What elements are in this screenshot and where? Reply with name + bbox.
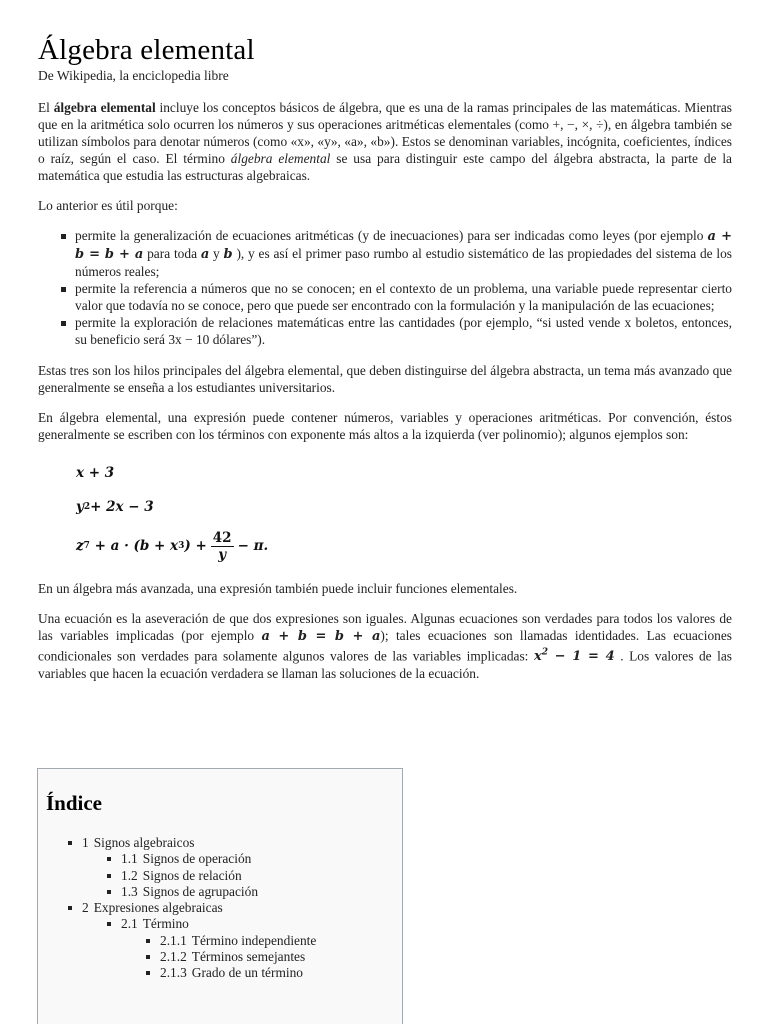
toc-item[interactable] bbox=[38, 884, 316, 900]
math-formula bbox=[534, 649, 615, 664]
paragraph-advanced: En un álgebra más avanzada, una expresión también puede incluir funciones elementales. bbox=[38, 581, 518, 596]
list-item bbox=[75, 227, 732, 280]
toc-item[interactable] bbox=[38, 868, 316, 884]
formula-text: − π. bbox=[237, 537, 269, 554]
toc-link[interactable]: Grado de un término bbox=[191, 965, 303, 981]
paragraph-equation bbox=[38, 610, 732, 682]
formula-exponent: 7 bbox=[83, 540, 90, 551]
article-content bbox=[38, 99, 732, 695]
list-item-text: y bbox=[209, 246, 224, 261]
toc-item[interactable] bbox=[38, 835, 316, 851]
formula-exponent: 2 bbox=[83, 501, 91, 512]
toc-link[interactable]: Término independiente bbox=[191, 932, 317, 948]
list-item-text: permite la generalización de ecuaciones aritméticas (y de inecuaciones) para ser indicadas como leyes (por ejemplo bbox=[75, 228, 708, 243]
fraction-denominator: y bbox=[218, 546, 227, 563]
math-formula: a + b = b + a bbox=[261, 629, 381, 644]
toc-item[interactable] bbox=[38, 965, 316, 981]
page-subtitle: De Wikipedia, la enciclopedia libre bbox=[38, 68, 229, 83]
paragraph-useful: Lo anterior es útil porque: bbox=[38, 198, 178, 213]
formula-example-2 bbox=[76, 490, 732, 524]
formula-text: z bbox=[76, 537, 84, 554]
toc-number: 2.1.2 bbox=[160, 949, 187, 965]
toc-item[interactable] bbox=[38, 851, 316, 867]
toc-link[interactable]: Signos de operación bbox=[142, 851, 252, 867]
list-item: permite la exploración de relaciones matemáticas entre las cantidades (por ejemplo, “si usted vende x boletos, entonces, su beneficio será 3x − 10 dólares”). bbox=[75, 315, 732, 347]
toc-number: 2.1.1 bbox=[160, 932, 187, 948]
toc-link[interactable]: Signos algebraicos bbox=[93, 835, 195, 850]
list-item-text: para toda bbox=[143, 246, 201, 261]
formula-text: y bbox=[76, 498, 84, 515]
math-exponent: 2 bbox=[541, 648, 548, 658]
intro-italic-term: álgebra elemental bbox=[230, 151, 331, 166]
math-variable: b bbox=[223, 247, 233, 262]
formula-text: x + 3 bbox=[76, 464, 115, 481]
intro-text: El bbox=[38, 100, 54, 115]
formula-text: + a · (b + x bbox=[89, 537, 179, 554]
paragraph-expressions: En álgebra elemental, una expresión puede contener números, variables y operaciones aritméticas. Por convención, éstos generalmente se escriben con los términos con exponente más altos a la izquierda (ver polinomio); algunos ejemplos son: bbox=[38, 410, 732, 442]
formula-fraction bbox=[211, 530, 234, 563]
toc-item[interactable] bbox=[38, 916, 316, 932]
toc-number: 2.1 bbox=[121, 916, 138, 932]
math-variable: x bbox=[533, 649, 542, 665]
paragraph-text: ); tales ecuaciones son llamadas identidades. Las ecuaciones condicionales son verdades para solamente algunos valores de las variables implicadas: bbox=[38, 628, 732, 664]
list-item: permite la referencia a números que no se conocen; en el contexto de un problema, una variable puede representar cierto valor que todavía no se conoce, pero que puede ser encontrado con la formulación y la manipulación de las ecuaciones; bbox=[75, 281, 732, 313]
math-variable: a bbox=[200, 247, 210, 262]
intro-paragraph bbox=[38, 99, 732, 184]
list-item-text: ), y es así el primer paso rumbo al estudio sistemático de las propiedades del sistema de los números reales; bbox=[75, 246, 733, 279]
toc-item[interactable] bbox=[38, 933, 316, 949]
math-text: − 1 = 4 bbox=[547, 649, 615, 665]
toc-number: 1.1 bbox=[121, 851, 138, 867]
toc-number: 1 bbox=[82, 835, 89, 850]
toc-title: Índice bbox=[46, 791, 103, 815]
paragraph-text: . Los valores de las variables que hacen la ecuación verdadera se llaman las soluciones de la ecuación. bbox=[38, 648, 732, 682]
toc-link[interactable]: Signos de relación bbox=[142, 867, 242, 883]
table-of-contents bbox=[37, 768, 403, 1024]
formula-examples bbox=[76, 456, 732, 568]
toc-link[interactable]: Término bbox=[142, 916, 189, 932]
intro-text: incluye los conceptos básicos de álgebra, que es una de la ramas principales de las matemáticas. Mientras que en la aritmética solo ocurren los números y sus operaciones aritméticas elementales (como +, −, ×, ÷), en álgebra también se utilizan símbolos para denotar números (como «x», «y», «a», «b»). Estos se denominan variables, incógnita, coeficientes, índices o raíz, según el caso. El término bbox=[38, 100, 733, 166]
toc-number: 1.2 bbox=[121, 867, 138, 883]
fraction-numerator: 42 bbox=[212, 529, 232, 546]
page-title: Álgebra elemental bbox=[38, 34, 255, 66]
toc-link[interactable]: Expresiones algebraicas bbox=[93, 900, 223, 916]
formula-text: + 2x − 3 bbox=[90, 498, 154, 515]
toc-item[interactable] bbox=[38, 900, 316, 916]
intro-text: se usa para distinguir este campo del álgebra abstracta, la parte de la matemática que estudia las estructuras algebraicas. bbox=[38, 151, 733, 183]
toc-number: 1.3 bbox=[121, 883, 138, 899]
toc-link[interactable]: Signos de agrupación bbox=[142, 883, 259, 899]
toc-list bbox=[38, 835, 316, 982]
paragraph-text: Una ecuación es la aseveración de que dos expresiones son iguales. Algunas ecuaciones son verdades para todos los valores de las variables implicadas (por ejemplo bbox=[38, 611, 732, 643]
formula-exponent: 3 bbox=[178, 540, 185, 551]
formula-example-3 bbox=[76, 524, 732, 568]
toc-number: 2 bbox=[82, 900, 89, 916]
formula-example-1 bbox=[76, 456, 732, 490]
toc-item[interactable] bbox=[38, 949, 316, 965]
intro-bold-term: álgebra elemental bbox=[53, 100, 156, 115]
toc-link[interactable]: Términos semejantes bbox=[191, 949, 306, 965]
paragraph-threads: Estas tres son los hilos principales del álgebra elemental, que deben distinguirse del álgebra abstracta, un tema más avanzado que generalmente se enseña a los estudiantes universitarios. bbox=[38, 363, 732, 395]
toc-number: 2.1.3 bbox=[160, 965, 187, 981]
bullet-list bbox=[38, 227, 732, 348]
formula-text: ) + bbox=[184, 537, 207, 554]
math-formula: a + b = b + a bbox=[75, 229, 733, 262]
